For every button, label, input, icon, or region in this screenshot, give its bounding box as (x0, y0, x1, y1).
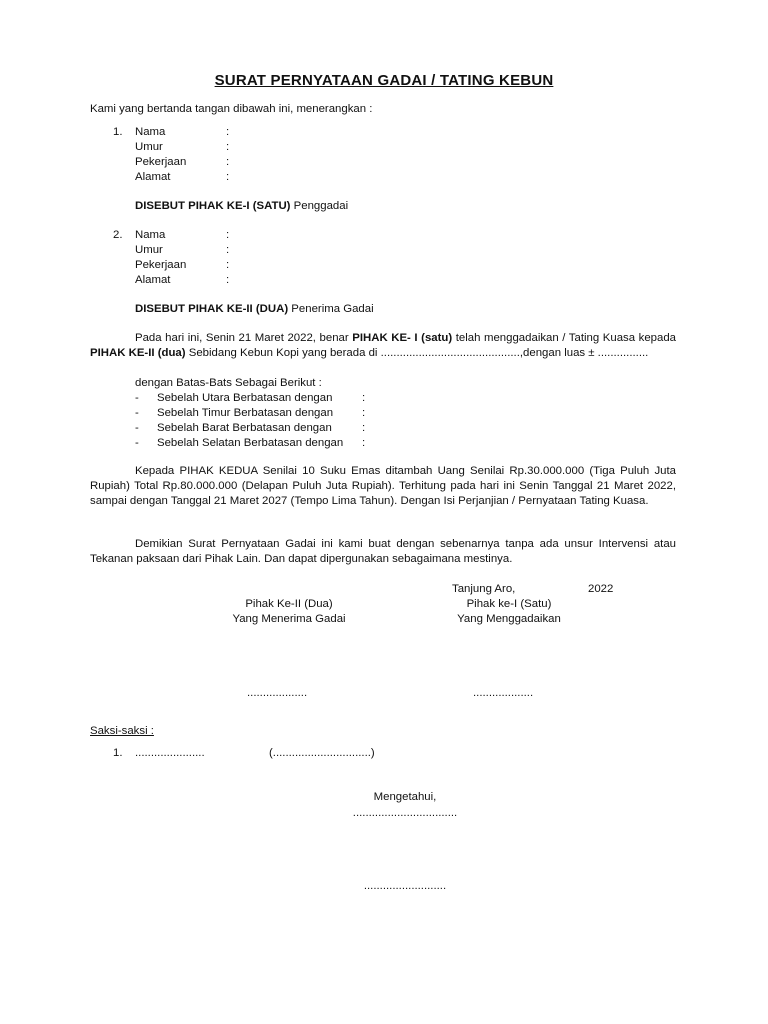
place-text: Tanjung Aro, (452, 583, 516, 595)
party1-number: 1. (113, 126, 123, 138)
boundary-west-dash: - (135, 422, 139, 434)
party2-age-label: Umur (135, 244, 163, 256)
party2-job-colon: : (226, 259, 230, 271)
party1-name-label: Nama (135, 126, 166, 138)
signature-left-line: ................... (247, 687, 308, 699)
boundary-west: Sebelah Barat Berbatasan dengan (157, 422, 332, 434)
document-title: SURAT PERNYATAAN GADAI / TATING KEBUN (214, 72, 554, 89)
witness-name-line: ...................... (135, 747, 205, 759)
year-text: 2022 (588, 583, 614, 595)
boundary-north-dash: - (135, 392, 139, 404)
signature-right-role: Yang Menggadaikan (457, 613, 561, 625)
party2-address-colon: : (226, 274, 230, 286)
party1-address-label: Alamat (135, 171, 171, 183)
party2-job-label: Pekerjaan (135, 259, 187, 271)
witness-number: 1. (113, 747, 123, 759)
witness-heading: Saksi-saksi : (90, 725, 154, 737)
party1-age-colon: : (226, 141, 230, 153)
signature-left-role: Yang Menerima Gadai (232, 613, 346, 625)
acknowledge-line: ................................. (352, 807, 458, 819)
party1-designation-bold: DISEBUT PIHAK KE-I (SATU) (135, 200, 291, 212)
agreement-party1-bold: PIHAK KE- I (satu) (352, 332, 453, 344)
acknowledge-signature-line: .......................... (363, 880, 447, 892)
signature-right (409, 597, 609, 627)
party2-designation-rest: Penerima Gadai (288, 303, 374, 315)
party1-address-colon: : (226, 171, 230, 183)
closing-text: Demikian Surat Pernyataan Gadai ini kami buat dengan sebenarnya tanpa ada unsur Intervensi atau Tekanan paksaan dari Pihak Lain. Dan dapat dipergunakan sebagaimana mestinya. (90, 538, 676, 565)
acknowledge-label: Mengetahui, (373, 791, 437, 803)
party2-designation-bold: DISEBUT PIHAK KE-II (DUA) (135, 303, 289, 315)
boundary-east-colon: : (362, 407, 366, 419)
boundary-north: Sebelah Utara Berbatasan dengan (157, 392, 333, 404)
boundary-south-dash: - (135, 437, 139, 449)
agreement-text-1: Pada hari ini, Senin 21 Maret 2022, benar (135, 332, 353, 344)
closing-paragraph (90, 537, 676, 567)
party1-job-colon: : (226, 156, 230, 168)
boundary-north-colon: : (362, 392, 366, 404)
party2-designation (135, 302, 374, 317)
boundary-east: Sebelah Timur Berbatasan dengan (157, 407, 334, 419)
agreement-text-3: Sebidang Kebun Kopi yang berada di ............................................,dengan luas ± ................ (185, 347, 649, 359)
boundary-south-colon: : (362, 437, 366, 449)
witness-sign-line: (...............................) (269, 747, 375, 759)
party1-job-label: Pekerjaan (135, 156, 187, 168)
party1-age-label: Umur (135, 141, 163, 153)
party1-designation-rest: Penggadai (290, 200, 349, 212)
intro-text: Kami yang bertanda tangan dibawah ini, menerangkan : (90, 103, 373, 115)
signature-left-title: Pihak Ke-II (Dua) (245, 598, 333, 610)
party2-name-colon: : (226, 229, 230, 241)
agreement-paragraph (90, 331, 676, 361)
payment-text: Kepada PIHAK KEDUA Senilai 10 Suku Emas ditambah Uang Senilai Rp.30.000.000 (Tiga Puluh Juta Rupiah) Total Rp.80.000.000 (Delapan Puluh Juta Rupiah). Terhitung pada hari ini Senin Tanggal 21 Maret 2022, sampai dengan Tanggal 21 Maret 2027 (Tempo Lima Tahun). Dengan Isi Perjanjian / Pernyataan Tating Kuasa. (90, 465, 676, 507)
party2-age-colon: : (226, 244, 230, 256)
agreement-party2-bold: PIHAK KE-II (dua) (90, 347, 186, 359)
signature-right-line: ................... (473, 687, 534, 699)
party1-designation (135, 199, 348, 214)
agreement-text-2: telah menggadaikan / Tating Kuasa kepada (452, 332, 676, 344)
payment-paragraph (90, 464, 676, 509)
boundary-west-colon: : (362, 422, 366, 434)
signature-right-title: Pihak ke-I (Satu) (466, 598, 552, 610)
party2-number: 2. (113, 229, 123, 241)
party2-address-label: Alamat (135, 274, 171, 286)
party2-name-label: Nama (135, 229, 166, 241)
party1-name-colon: : (226, 126, 230, 138)
signature-left (189, 597, 389, 627)
boundary-south: Sebelah Selatan Berbatasan dengan (157, 437, 344, 449)
boundary-east-dash: - (135, 407, 139, 419)
boundaries-intro: dengan Batas-Bats Sebagai Berikut : (135, 377, 322, 389)
